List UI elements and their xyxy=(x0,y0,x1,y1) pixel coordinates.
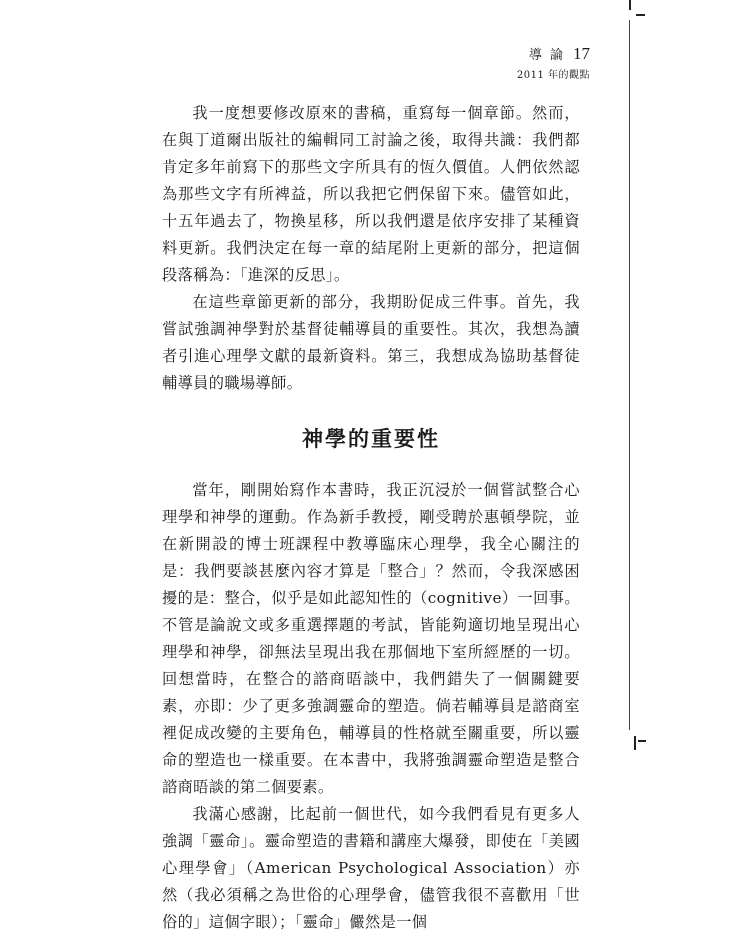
section-title: 神學的重要性 xyxy=(302,427,440,451)
crop-mark-top-right-horizontal xyxy=(636,14,645,16)
page-number: 17 xyxy=(573,44,590,63)
paragraph-4: 我滿心感謝，比起前一個世代，如今我們看見有更多人強調「靈命」。靈命塑造的書籍和講座大爆發，即使在「美國心理學會」（American Psychological Association）亦然（我必須稱之為世俗的心理學會，儘管我很不喜歡用「世俗的」這個字眼）；「靈命」儼然是一個 xyxy=(162,805,580,931)
paragraph-1: 我一度想要修改原來的書稿，重寫每一個章節。然而，在與丁道爾出版社的編輯同工討論之後，取得共識：我們都肯定多年前寫下的那些文字所具有的恆久價值。人們依然認為那些文字有所裨益，所以我把它們保留下來。儘管如此，十五年過去了，物換星移，所以我們還是依序安排了某種資料更新。我們決定在每一章的結尾附上更新的部分，把這個段落稱為：「進深的反思」。 xyxy=(162,104,580,284)
crop-mark-bottom-right-horizontal xyxy=(638,740,646,742)
chapter-title: 導 論 xyxy=(528,48,565,63)
text-body xyxy=(162,100,580,936)
paragraph-2: 在這些章節更新的部分，我期盼促成三件事。首先，我嘗試強調神學對於基督徒輔導員的重要性。其次，我想為讀者引進心理學文獻的最新資料。第三，我想成為協助基督徒輔導員的職場導師。 xyxy=(162,293,580,392)
paragraph-3: 當年，剛開始寫作本書時，我正沉浸於一個嘗試整合心理學和神學的運動。作為新手教授，剛受聘於惠頓學院，並在新開設的博士班課程中教導臨床心理學，我全心關注的是：我們要談甚麼內容才算是「整合」？然而，令我深感困擾的是：整合，似乎是如此認知性的（cognitive）一回事。不管是論說文或多重選擇題的考試，皆能夠適切地呈現出心理學和神學，卻無法呈現出我在那個地下室所經歷的一切。回想當時，在整合的諮商晤談中，我們錯失了一個關鍵要素，亦即：少了更多強調靈命的塑造。倘若輔導員是諮商室裡促成改變的主要角色，輔導員的性格就至關重要，所以靈命的塑造也一樣重要。在本書中，我將強調靈命塑造是整合諮商晤談的第二個要素。 xyxy=(162,481,580,796)
crop-mark-right-edge xyxy=(629,20,630,730)
running-header xyxy=(517,44,590,81)
crop-mark-top-right-vertical xyxy=(629,0,631,10)
crop-mark-bottom-right-vertical xyxy=(634,736,636,750)
header-subtitle: 2011 年的觀點 xyxy=(516,70,590,81)
